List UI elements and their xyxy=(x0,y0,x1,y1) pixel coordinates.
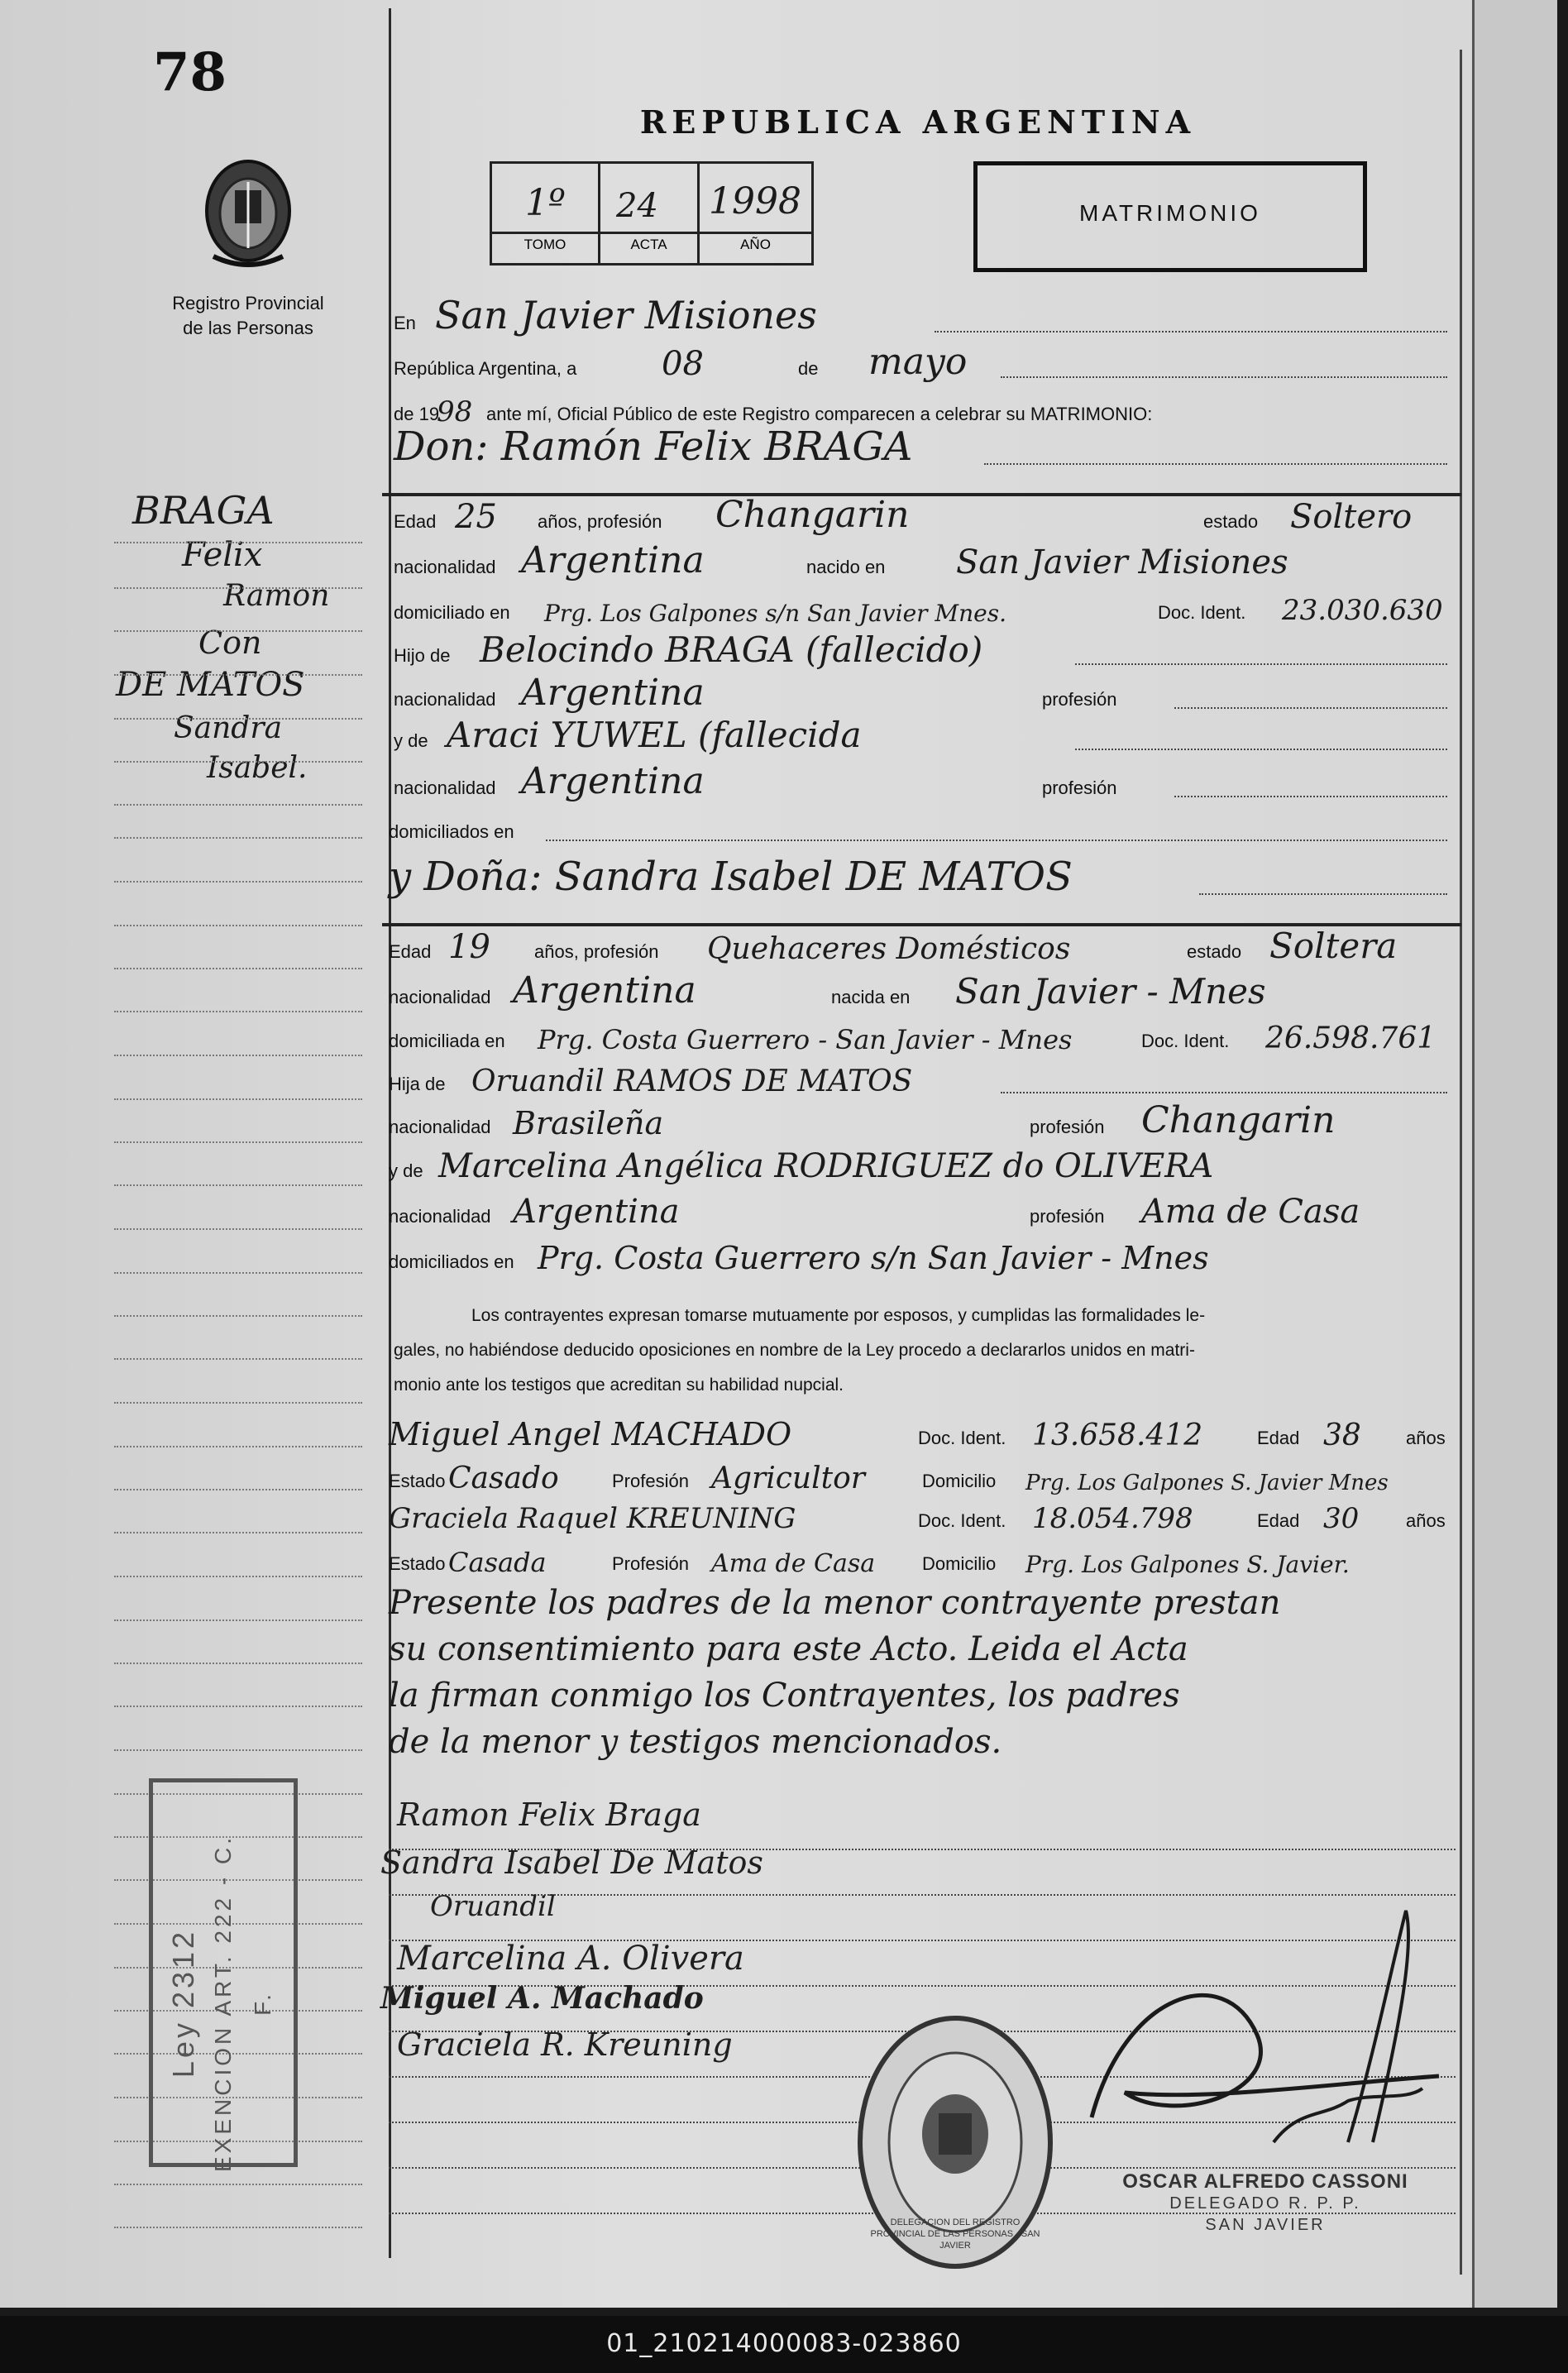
bride-nacida-label: nacida en xyxy=(831,987,911,1007)
row-bride-parents-address xyxy=(389,1237,1464,1278)
bride-domicilio-padres: Prg. Costa Guerrero s/n San Javier - Mnes xyxy=(538,1240,1209,1276)
acta-value: 24 xyxy=(616,187,658,225)
groom-nacido: San Javier Misiones xyxy=(956,543,1288,581)
bride-madre-prof-label: profesión xyxy=(1030,1206,1105,1227)
observation-line-4: de la menor y testigos mencionados. xyxy=(389,1723,1002,1761)
en-label: En xyxy=(394,313,416,333)
tomo-value: 1º xyxy=(525,182,566,224)
bride-nac-label: nacionalidad xyxy=(389,987,491,1007)
bride-estado-label: estado xyxy=(1187,941,1242,962)
witness2-edad-label: Edad xyxy=(1257,1510,1300,1531)
witness1-doc-label: Doc. Ident. xyxy=(918,1428,1006,1448)
seal-text: DELEGACION DEL REGISTRO PROVINCIAL DE LAS PERSONAS · SAN JAVIER xyxy=(870,2218,1040,2251)
bride-madre: Marcelina Angélica RODRIGUEZ do OLIVERA xyxy=(438,1147,1214,1185)
signature-bride: Sandra Isabel De Matos xyxy=(380,1844,763,1881)
officer-name: OSCAR ALFREDO CASSONI xyxy=(1122,2170,1408,2193)
witness1-estado: Casado xyxy=(448,1462,559,1495)
witness2-profesion-label: Profesión xyxy=(612,1553,689,1574)
row-bride-name xyxy=(389,854,1464,902)
page-edge xyxy=(1472,0,1557,2308)
witness2-anos-label: años xyxy=(1406,1510,1446,1531)
row-groom-nationality xyxy=(389,539,1464,583)
witness1-domicilio: Prg. Los Galpones S. Javier Mnes xyxy=(1025,1471,1389,1495)
groom-estado: Soltero xyxy=(1290,498,1413,536)
margin-note-line-5: DE MATOS xyxy=(116,666,305,704)
groom-nac-label: nacionalidad xyxy=(394,557,496,577)
bride-yde-label: y de xyxy=(389,1160,423,1181)
country-title: REPUBLICA ARGENTINA xyxy=(639,103,1197,141)
row-groom-parents-address xyxy=(389,806,1464,848)
groom-dom-label: domiciliado en xyxy=(394,602,510,623)
bride-madre-nac-label: nacionalidad xyxy=(389,1206,491,1227)
row-groom-name xyxy=(389,423,1464,471)
groom-profesion: Changarin xyxy=(715,494,910,536)
document-type: MATRIMONIO xyxy=(1079,200,1261,226)
officer-signature-scribble xyxy=(1075,1894,1456,2167)
groom-domicilio: Prg. Los Galpones s/n San Javier Mnes. xyxy=(544,600,1006,627)
row-groom-father xyxy=(389,630,1464,672)
row-bride-father-nat xyxy=(389,1099,1464,1143)
groom-padre: Belocindo BRAGA (fallecido) xyxy=(480,629,983,670)
groom-anos-profesion-label: años, profesión xyxy=(538,511,662,532)
bride-profesion: Quehaceres Domésticos xyxy=(707,932,1071,966)
tomo-acta-box xyxy=(490,161,814,266)
witness1-profesion-label: Profesión xyxy=(612,1471,689,1491)
groom-nacido-label: nacido en xyxy=(806,557,886,577)
bride-edad: 19 xyxy=(448,928,490,966)
groom-padre-prof-label: profesión xyxy=(1042,689,1117,710)
declaration-text xyxy=(389,1299,1456,1403)
witness2-domicilio-label: Domicilio xyxy=(922,1553,997,1574)
file-id: 01_210214000083-023860 xyxy=(606,2329,962,2358)
margin-note-line-2: Felix xyxy=(182,536,263,574)
bride-estado: Soltera xyxy=(1269,926,1398,966)
witness1-estado-label: Estado xyxy=(389,1471,446,1491)
registry-line-2: de las Personas xyxy=(183,318,313,338)
row-groom-mother xyxy=(389,715,1464,757)
acta-label: ACTA xyxy=(630,237,667,252)
groom-padre-nac-label: nacionalidad xyxy=(394,689,496,710)
bride-padre-nac-label: nacionalidad xyxy=(389,1117,491,1137)
groom-estado-label: estado xyxy=(1203,511,1259,532)
witness1-domicilio-label: Domicilio xyxy=(922,1471,997,1491)
bride-padre-prof-label: profesión xyxy=(1030,1117,1105,1137)
tomo-label: TOMO xyxy=(523,237,566,252)
witness2-doc: 18.054.798 xyxy=(1032,1502,1193,1535)
bride-doc: 26.598.761 xyxy=(1265,1021,1437,1055)
bride-padre-nac: Brasileña xyxy=(513,1105,664,1141)
row-date xyxy=(389,343,1464,385)
signature-bride-mother: Marcelina A. Olivera xyxy=(397,1940,744,1978)
row-bride-father xyxy=(389,1059,1464,1100)
officer-title: DELEGADO R. P. P. xyxy=(1169,2194,1361,2213)
witness1-anos-label: años xyxy=(1406,1428,1446,1448)
witness1-doc: 13.658.412 xyxy=(1032,1419,1203,1452)
bride-nacida: San Javier - Mnes xyxy=(955,971,1266,1012)
ano-value: 1998 xyxy=(709,180,801,222)
intro-text: ante mí, Oficial Público de este Registro comparecen a celebrar su MATRIMONIO: xyxy=(486,404,1153,424)
row-bride-address xyxy=(389,1016,1464,1057)
row-witness2-name xyxy=(389,1495,1464,1537)
row-witness1-name xyxy=(389,1413,1464,1454)
year-suffix: 98 xyxy=(437,395,473,428)
row-groom-address xyxy=(389,587,1464,629)
signature-groom: Ramon Felix Braga xyxy=(397,1796,701,1833)
signature-witness2: Graciela R. Kreuning xyxy=(397,2026,733,2063)
witness2-estado: Casada xyxy=(448,1547,547,1578)
margin-note-line-7: Isabel. xyxy=(207,751,308,785)
groom-edad-label: Edad xyxy=(394,511,437,532)
declaration-line-3: monio ante los testigos que acreditan su habilidad nupcial. xyxy=(394,1375,844,1395)
bride-padre-prof: Changarin xyxy=(1141,1099,1336,1141)
bride-domicilio: Prg. Costa Guerrero - San Javier - Mnes xyxy=(538,1024,1073,1055)
document-type-box xyxy=(973,161,1367,272)
declaration-line-2: gales, no habiéndose deducido oposiciones en nombre de la Ley procedo a declararlos unidos en matri- xyxy=(394,1341,1195,1360)
margin-note-line-6: Sandra xyxy=(174,711,283,745)
bride-hija-label: Hija de xyxy=(389,1074,446,1094)
groom-padre-nac: Argentina xyxy=(521,672,705,714)
groom-hijo-label: Hijo de xyxy=(394,645,451,666)
ano-label: AÑO xyxy=(740,237,771,252)
observations xyxy=(389,1584,1464,1769)
file-id-bar xyxy=(0,2316,1568,2373)
groom-edad: 25 xyxy=(455,498,497,536)
groom-nacionalidad: Argentina xyxy=(521,539,705,581)
bride-name: y Doña: Sandra Isabel DE MATOS xyxy=(389,854,1073,900)
witness1-profesion: Agricultor xyxy=(711,1462,865,1495)
margin-note-line-3: Ramon xyxy=(223,579,330,613)
groom-madre-nac-label: nacionalidad xyxy=(394,777,496,798)
witness1-edad: 38 xyxy=(1323,1419,1361,1452)
groom-yde-label: y de xyxy=(394,730,428,751)
witness2-name: Graciela Raquel KREUNING xyxy=(389,1502,796,1535)
row-groom-father-nat xyxy=(389,674,1464,715)
groom-domiciliados-label: domiciliados en xyxy=(389,821,514,842)
row-place xyxy=(389,293,1464,339)
row-groom-age xyxy=(389,496,1464,538)
witness2-domicilio: Prg. Los Galpones S. Javier. xyxy=(1025,1551,1350,1578)
observation-line-1: Presente los padres de la menor contrayente prestan xyxy=(389,1584,1281,1622)
declaration-line-1: Los contrayentes expresan tomarse mutuamente por esposos, y cumplidas las formalidades le- xyxy=(471,1306,1206,1325)
bride-anos-profesion-label: años, profesión xyxy=(534,941,659,962)
bride-madre-nac: Argentina xyxy=(513,1193,680,1231)
witness2-estado-label: Estado xyxy=(389,1553,446,1574)
witness1-edad-label: Edad xyxy=(1257,1428,1300,1448)
margin-note xyxy=(116,488,380,819)
bride-dom-label: domiciliada en xyxy=(389,1031,505,1051)
ley-stamp-line-2: EXENCION ART. 222 - C. F. xyxy=(210,1834,275,2173)
margin-note-line-1: BRAGA xyxy=(132,488,275,533)
groom-name: Don: Ramón Felix BRAGA xyxy=(394,423,913,470)
bride-nacionalidad: Argentina xyxy=(513,969,696,1012)
bride-domiciliados-label: domiciliados en xyxy=(389,1251,514,1272)
de-label: de xyxy=(798,358,819,379)
groom-madre-prof-label: profesión xyxy=(1042,777,1117,798)
row-bride-nationality xyxy=(389,969,1464,1013)
observation-line-3: la firman conmigo los Contrayentes, los padres xyxy=(389,1677,1180,1715)
groom-doc: 23.030.630 xyxy=(1282,594,1443,627)
registry-line-1: Registro Provincial xyxy=(172,293,324,313)
ley-stamp-line-1: Ley 2312 xyxy=(166,1928,200,2079)
groom-doc-label: Doc. Ident. xyxy=(1158,602,1246,623)
row-bride-age xyxy=(389,926,1464,968)
row-bride-mother-nat xyxy=(389,1191,1464,1232)
row-groom-mother-nat xyxy=(389,760,1464,804)
witness2-doc-label: Doc. Ident. xyxy=(918,1510,1006,1531)
bride-madre-prof: Ama de Casa xyxy=(1141,1193,1360,1231)
bride-doc-label: Doc. Ident. xyxy=(1141,1031,1230,1051)
bride-padre: Oruandil RAMOS DE MATOS xyxy=(471,1065,913,1098)
day-value: 08 xyxy=(662,345,704,383)
witness2-profesion: Ama de Casa xyxy=(711,1549,876,1578)
year-prefix: de 19 xyxy=(394,404,440,424)
registry-name xyxy=(132,291,364,341)
officer-place: SAN JAVIER xyxy=(1205,2216,1326,2234)
witness2-edad: 30 xyxy=(1323,1502,1360,1535)
row-bride-mother xyxy=(389,1146,1464,1187)
observation-line-2: su consentimiento para este Acto. Leida el Acta xyxy=(389,1630,1188,1668)
bride-edad-label: Edad xyxy=(389,941,432,962)
republica-label: República Argentina, a xyxy=(394,358,577,379)
groom-madre-nac: Argentina xyxy=(521,760,705,802)
ley-stamp xyxy=(149,1778,298,2173)
signature-witness1: Miguel A. Machado xyxy=(380,1981,704,2016)
row-witness1-details xyxy=(389,1456,1464,1497)
month-value: mayo xyxy=(868,341,968,383)
witness1-name: Miguel Angel MACHADO xyxy=(389,1416,792,1452)
margin-note-line-4: Con xyxy=(198,624,262,661)
groom-madre: Araci YUWEL (fallecida xyxy=(447,715,862,755)
place-value: San Javier Misiones xyxy=(435,293,817,337)
page-number: 78 xyxy=(153,41,227,103)
coat-of-arms-icon xyxy=(197,149,299,273)
official-seal xyxy=(852,2010,1059,2275)
row-witness2-details xyxy=(389,1538,1464,1580)
officer-block xyxy=(1083,2171,1447,2236)
signature-bride-father: Oruandil xyxy=(430,1890,556,1923)
